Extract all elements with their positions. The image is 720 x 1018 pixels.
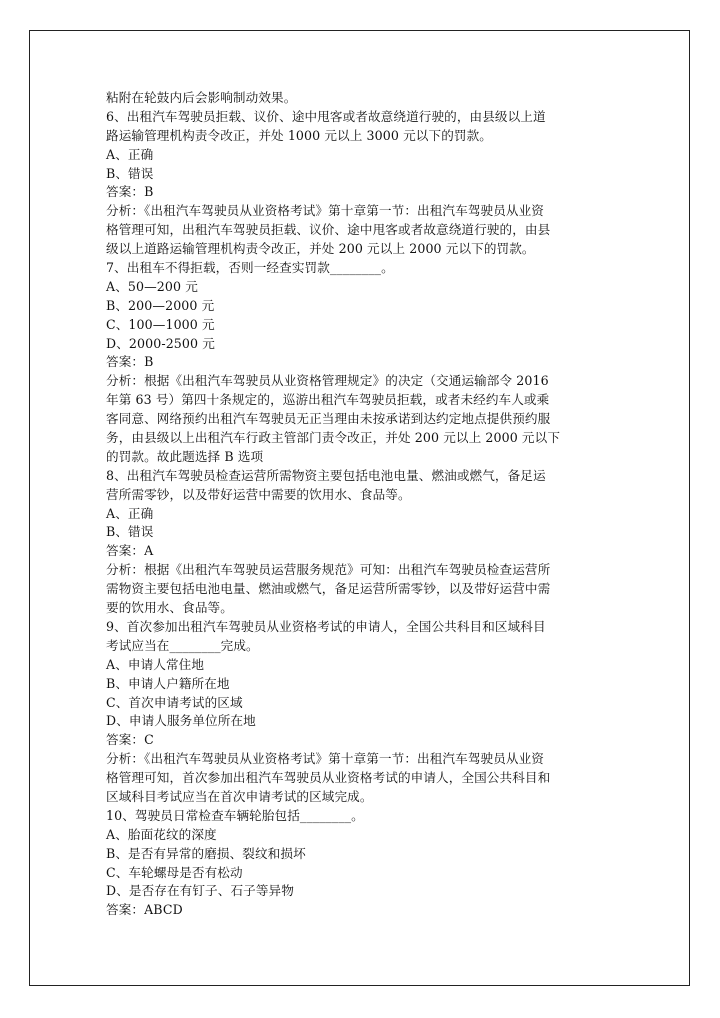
question-8-line-2: 营所需零钞，以及带好运营中需要的饮用水、食品等。 [106, 486, 411, 502]
question-9-line-1: 9、首次参加出租汽车驾驶员从业资格考试的申请人，全国公共科目和区域科目 [106, 618, 546, 634]
question-9-line-2: 考试应当在________完成。 [106, 637, 259, 653]
question-10-option-b: B、是否有异常的磨损、裂纹和损坏 [106, 845, 306, 861]
question-8-option-a: A、正确 [106, 505, 154, 521]
question-7-analysis-line: 分析：根据《出租汽车驾驶员从业资格管理规定》的决定（交通运输部令 2016 [106, 373, 549, 389]
question-6-line-2: 路运输管理机构责令改正，并处 1000 元以上 3000 元以下的罚款。 [106, 127, 492, 143]
question-8-analysis-line: 要的饮用水、食品等。 [106, 600, 233, 616]
question-9-option-d: D、申请人服务单位所在地 [106, 713, 256, 729]
question-7-answer: 答案：B [106, 354, 154, 370]
question-10-line: 10、驾驶员日常检查车辆轮胎包括________。 [106, 807, 364, 823]
question-9-answer: 答案：C [106, 732, 154, 748]
question-6-answer: 答案：B [106, 184, 154, 200]
question-9-option-a: A、申请人常住地 [106, 656, 205, 672]
text-line: 粘附在轮鼓内后会影响制动效果。 [106, 90, 297, 105]
question-6-option-a: A、正确 [106, 146, 154, 162]
question-6-analysis-line: 级以上道路运输管理机构责令改正，并处 200 元以上 2000 元以下的罚款。 [106, 241, 535, 257]
question-10-answer: 答案：ABCD [106, 902, 183, 918]
question-6-analysis-line: 分析：《出租汽车驾驶员从业资格考试》第十章第一节：出租汽车驾驶员从业资 [106, 203, 544, 219]
question-9-analysis-line: 格管理可知，首次参加出租汽车驾驶员从业资格考试的申请人，全国公共科目和 [106, 770, 551, 786]
document-body [106, 89, 618, 920]
question-7-option-b: B、200—2000 元 [106, 297, 215, 313]
question-8-answer: 答案：A [106, 543, 154, 559]
question-7-analysis-line: 的罚款。故此题选择 B 选项 [106, 448, 264, 464]
question-7-line: 7、出租车不得拒载，否则一经查实罚款________。 [106, 260, 394, 276]
question-8-option-b: B、错误 [106, 524, 154, 540]
question-10-option-d: D、是否存在有钉子、石子等异物 [106, 883, 294, 899]
question-10-option-c: C、车轮螺母是否有松动 [106, 864, 243, 880]
question-7-analysis-line: 年第 63 号）第四十条规定的，巡游出租汽车驾驶员拒载，或者未经约车人或乘 [106, 392, 550, 408]
question-7-option-a: A、50—200 元 [106, 278, 198, 294]
question-8-analysis-line: 需物资主要包括电池电量、燃油或燃气，备足运营所需零钞，以及带好运营中需 [106, 581, 551, 597]
question-6-analysis-line: 格管理可知，出租汽车驾驶员拒载、议价、途中甩客或者故意绕道行驶的，由县 [106, 222, 551, 238]
question-8-analysis-line: 分析：根据《出租汽车驾驶员运营服务规范》可知：出租汽车驾驶员检查运营所 [106, 562, 551, 578]
question-9-analysis-line: 区域科目考试应当在首次申请考试的区域完成。 [106, 788, 373, 804]
question-7-option-d: D、2000-2500 元 [106, 335, 215, 351]
question-7-option-c: C、100—1000 元 [106, 316, 215, 332]
question-10-option-a: A、胎面花纹的深度 [106, 826, 217, 842]
question-7-analysis-line: 务，由县级以上出租汽车行政主管部门责令改正，并处 200 元以上 2000 元以下 [106, 430, 561, 446]
question-7-analysis-line: 客同意、网络预约出租汽车驾驶员无正当理由未按承诺到达约定地点提供预约服 [106, 411, 551, 427]
question-9-analysis-line: 分析：《出租汽车驾驶员从业资格考试》第十章第一节：出租汽车驾驶员从业资 [106, 751, 544, 767]
question-6-line-1: 6、出租汽车驾驶员拒载、议价、途中甩客或者故意绕道行驶的，由县级以上道 [106, 108, 546, 124]
question-8-line-1: 8、出租汽车驾驶员检查运营所需物资主要包括电池电量、燃油或燃气，备足运 [106, 467, 546, 483]
question-9-option-b: B、申请人户籍所在地 [106, 675, 230, 691]
question-9-option-c: C、首次申请考试的区域 [106, 694, 243, 710]
question-6-option-b: B、错误 [106, 165, 154, 181]
